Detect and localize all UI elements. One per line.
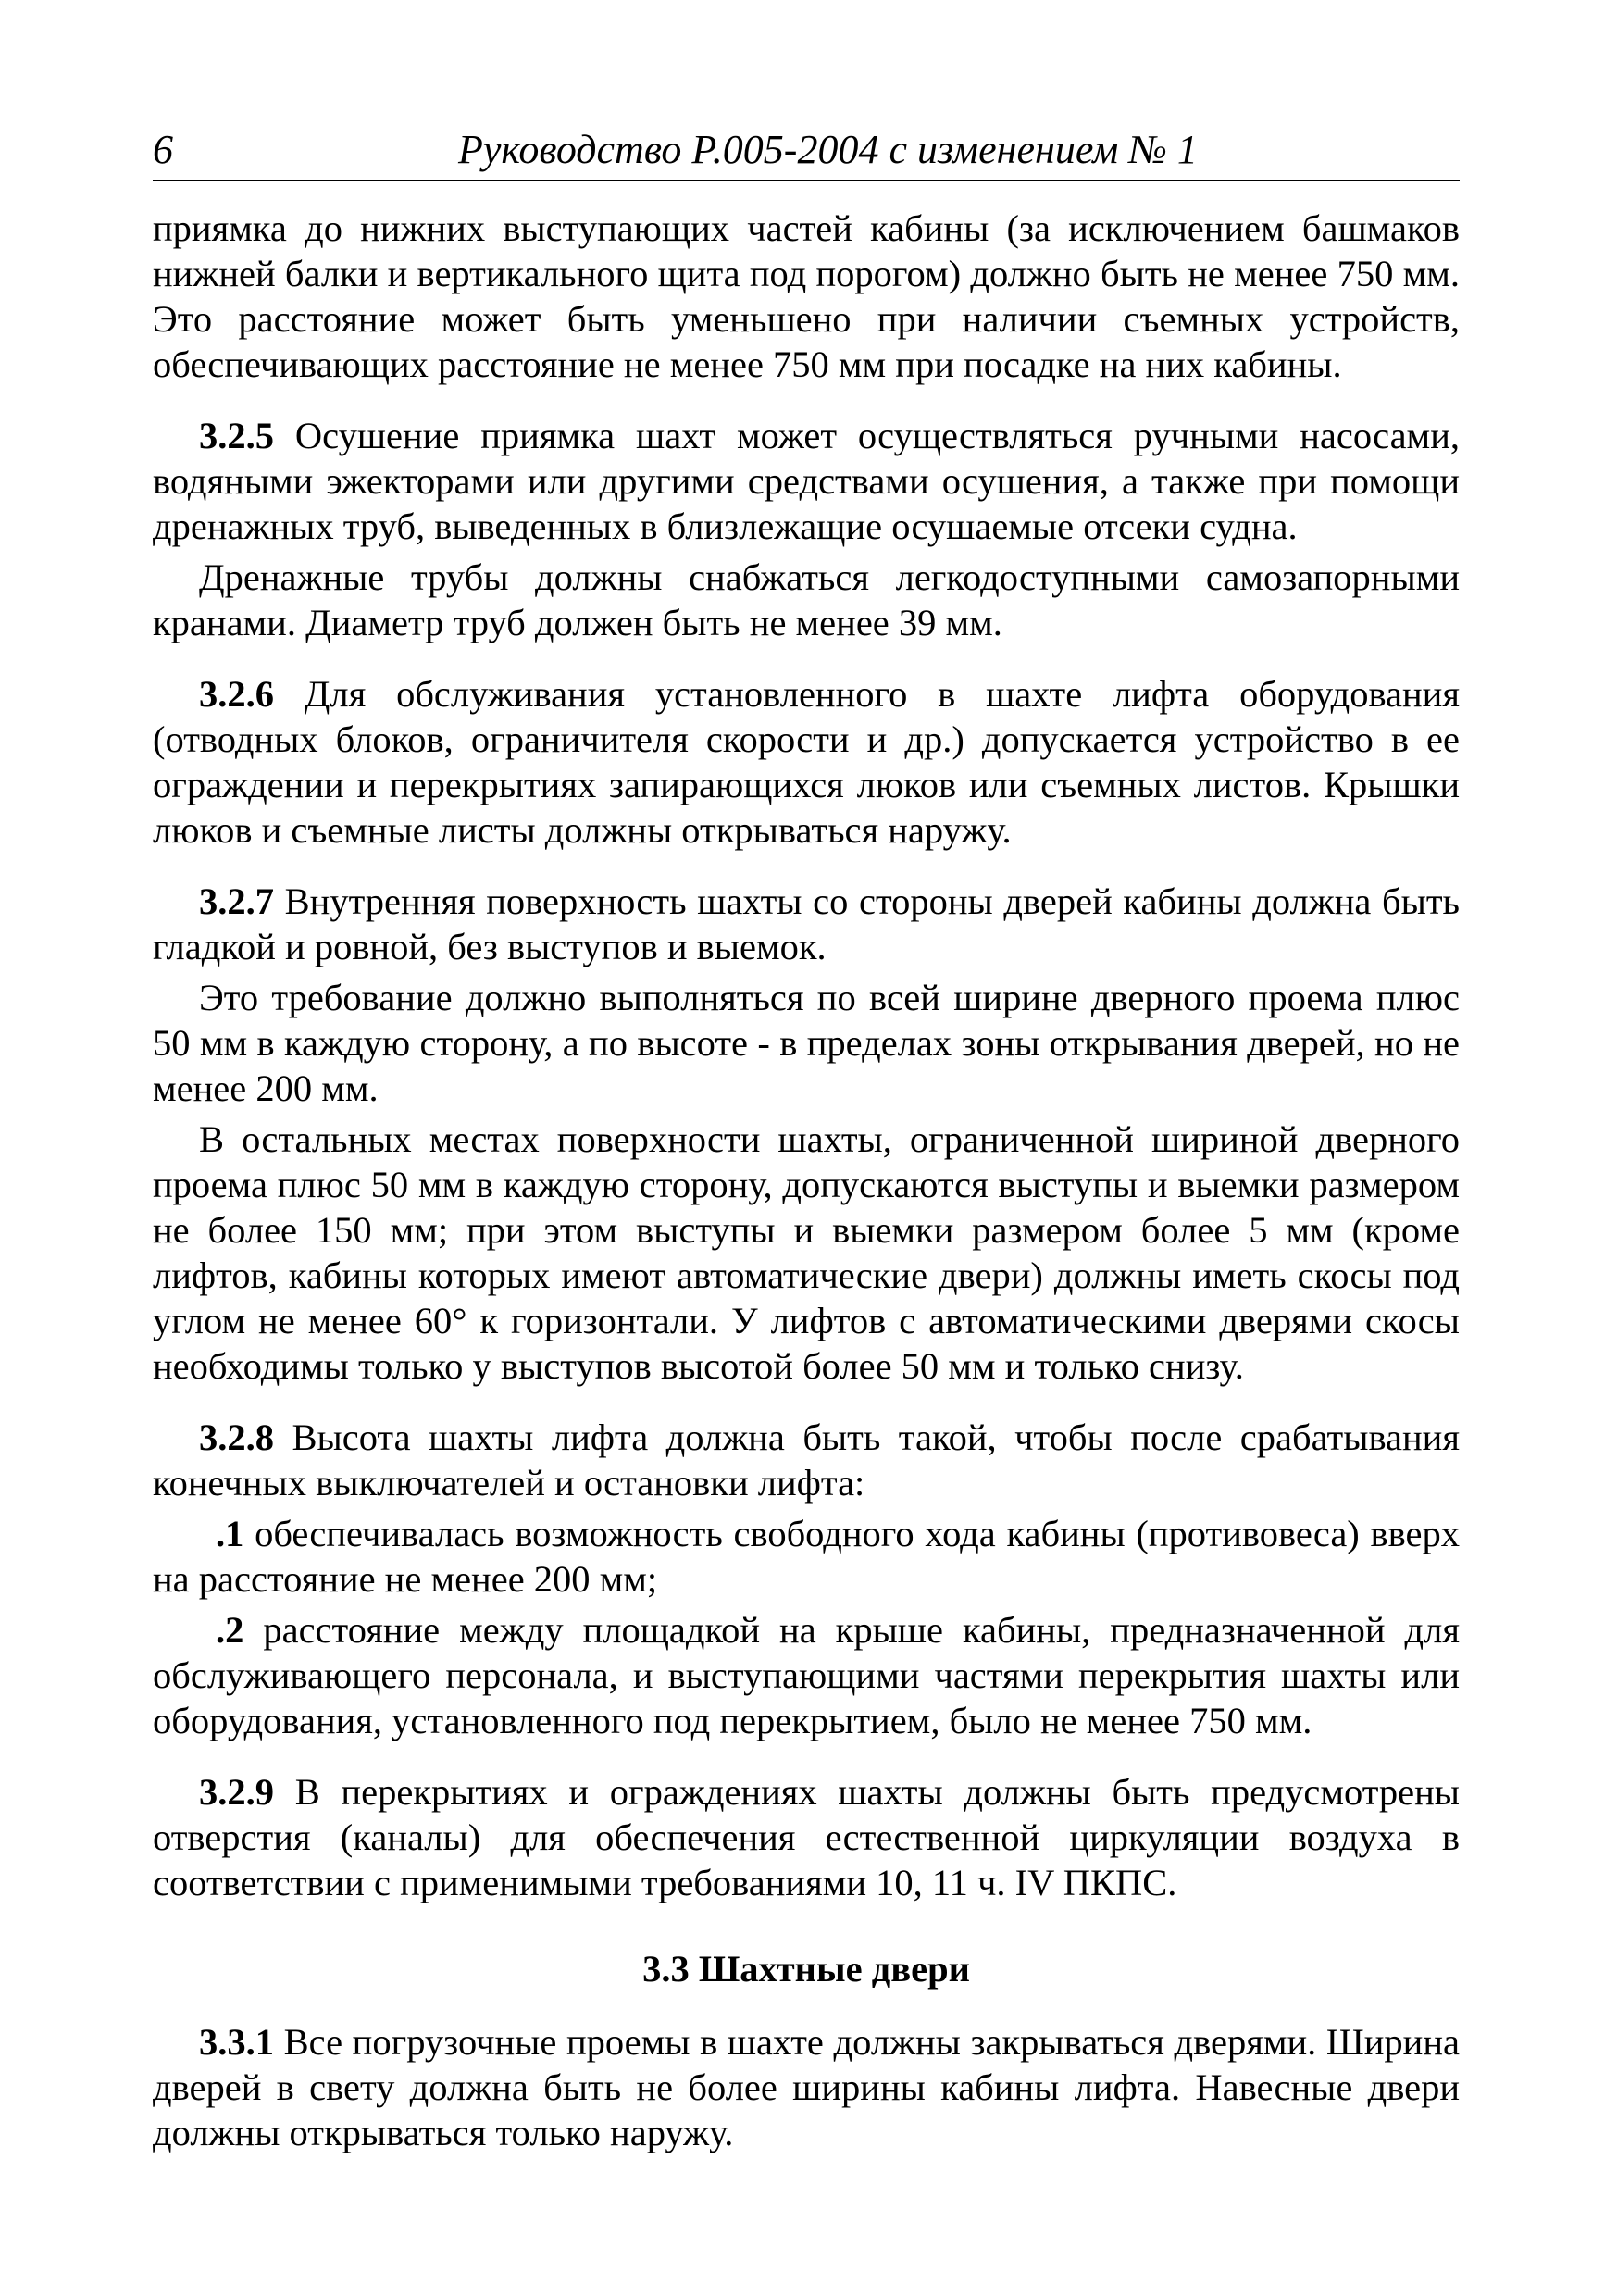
- paragraph-3-2-5-drainage: [153, 555, 1460, 645]
- paragraph-text: Внутренняя поверхность шахты со стороны дверей кабины должна быть гладкой и ровной, без выступов и выемок.: [153, 880, 1460, 967]
- paragraph-text: Для обслуживания установленного в шахте лифта оборудования (отводных блоков, ограничителя скорости и др.) допускается устройство в ее ограждении и перекрытиях запирающихся люков или съемных листов. Крышки люков и съемные листы должны открываться наружу.: [153, 673, 1460, 851]
- clause-number: 3.2.6: [199, 673, 274, 715]
- clause-number: 3.2.5: [199, 415, 274, 456]
- paragraph-3-2-8: [153, 1415, 1460, 1505]
- paragraph-3-2-7-other-places: [153, 1117, 1460, 1389]
- paragraph-3-2-9: [153, 1769, 1460, 1905]
- paragraph-text: Дренажные трубы должны снабжаться легкодоступными самозапорными кранами. Диаметр труб должен быть не менее 39 мм.: [153, 556, 1460, 643]
- paragraph-3-3-1: [153, 2019, 1460, 2155]
- paragraph-text: Все погрузочные проемы в шахте должны закрываться дверями. Ширина дверей в свету должна быть не более ширины кабины лифта. Навесные двери должны открываться только наружу.: [153, 2021, 1460, 2153]
- paragraph-3-2-7: [153, 879, 1460, 969]
- paragraph-3-2-6: [153, 671, 1460, 853]
- paragraph-text: приямка до нижних выступающих частей кабины (за исключением башмаков нижней балки и вертикального щита под порогом) должно быть не менее 750 мм. Это расстояние может быть уменьшено при наличии съемных устройств, обеспечивающих расстояние не менее 750 мм при посадке на них кабины.: [153, 207, 1460, 385]
- page-number: 6: [153, 127, 173, 172]
- paragraph-text: Осушение приямка шахт может осуществляться ручными насосами, водяными эжекторами или другими средствами осушения, а также при помощи дренажных труб, выведенных в близлежащие осушаемые отсеки судна.: [153, 415, 1460, 547]
- clause-number: 3.2.9: [199, 1771, 274, 1813]
- paragraph-continuation: [153, 206, 1460, 387]
- paragraph-text: В остальных местах поверхности шахты, ограниченной шириной дверного проема плюс 50 мм в каждую сторону, допускаются выступы и выемки размером не более 150 мм; при этом выступы и выемки размером более 5 мм (кроме лифтов, кабины которых имеют автоматические двери) должны иметь скосы под углом не менее 60° к горизонтали. У лифтов с автоматическими дверями скосы необходимы только у выступов высотой более 50 мм и только снизу.: [153, 1118, 1460, 1387]
- list-item-3-2-8-2: [153, 1607, 1460, 1743]
- section-heading-3-3: 3.3 Шахтные двери: [642, 1948, 970, 1990]
- paragraph-text: В перекрытиях и ограждениях шахты должны быть предусмотрены отверстия (каналы) для обеспечения естественной циркуляции воздуха в соответствии с применимыми требованиями 10, 11 ч. IV ПКПС.: [153, 1771, 1460, 1903]
- paragraph-3-2-5: [153, 413, 1460, 549]
- running-title: Руководство Р.005-2004 с изменением № 1: [458, 127, 1198, 172]
- clause-number: 3.2.8: [199, 1416, 274, 1458]
- list-item-text: обеспечивалась возможность свободного хода кабины (противовеса) вверх на расстояние не менее 200 мм;: [153, 1513, 1460, 1600]
- paragraph-text: Это требование должно выполняться по всей ширине дверного проема плюс 50 мм в каждую сторону, а по высоте - в пределах зоны открывания дверей, но не менее 200 мм.: [153, 977, 1460, 1109]
- paragraph-3-2-7-requirement: [153, 975, 1460, 1111]
- clause-number: 3.3.1: [199, 2021, 274, 2063]
- list-item-text: расстояние между площадкой на крыше кабины, предназначенной для обслуживающего персонала, и выступающими частями перекрытия шахты или оборудования, установленного под перекрытием, было не менее 750 мм.: [153, 1609, 1460, 1741]
- paragraph-text: Высота шахты лифта должна быть такой, чтобы после срабатывания конечных выключателей и остановки лифта:: [153, 1416, 1460, 1504]
- list-item-3-2-8-1: [153, 1511, 1460, 1602]
- list-item-number: .1: [216, 1513, 244, 1554]
- document-body: [153, 206, 1460, 2155]
- clause-number: 3.2.7: [199, 880, 274, 922]
- page-header: [153, 124, 1460, 181]
- list-item-number: .2: [216, 1609, 244, 1651]
